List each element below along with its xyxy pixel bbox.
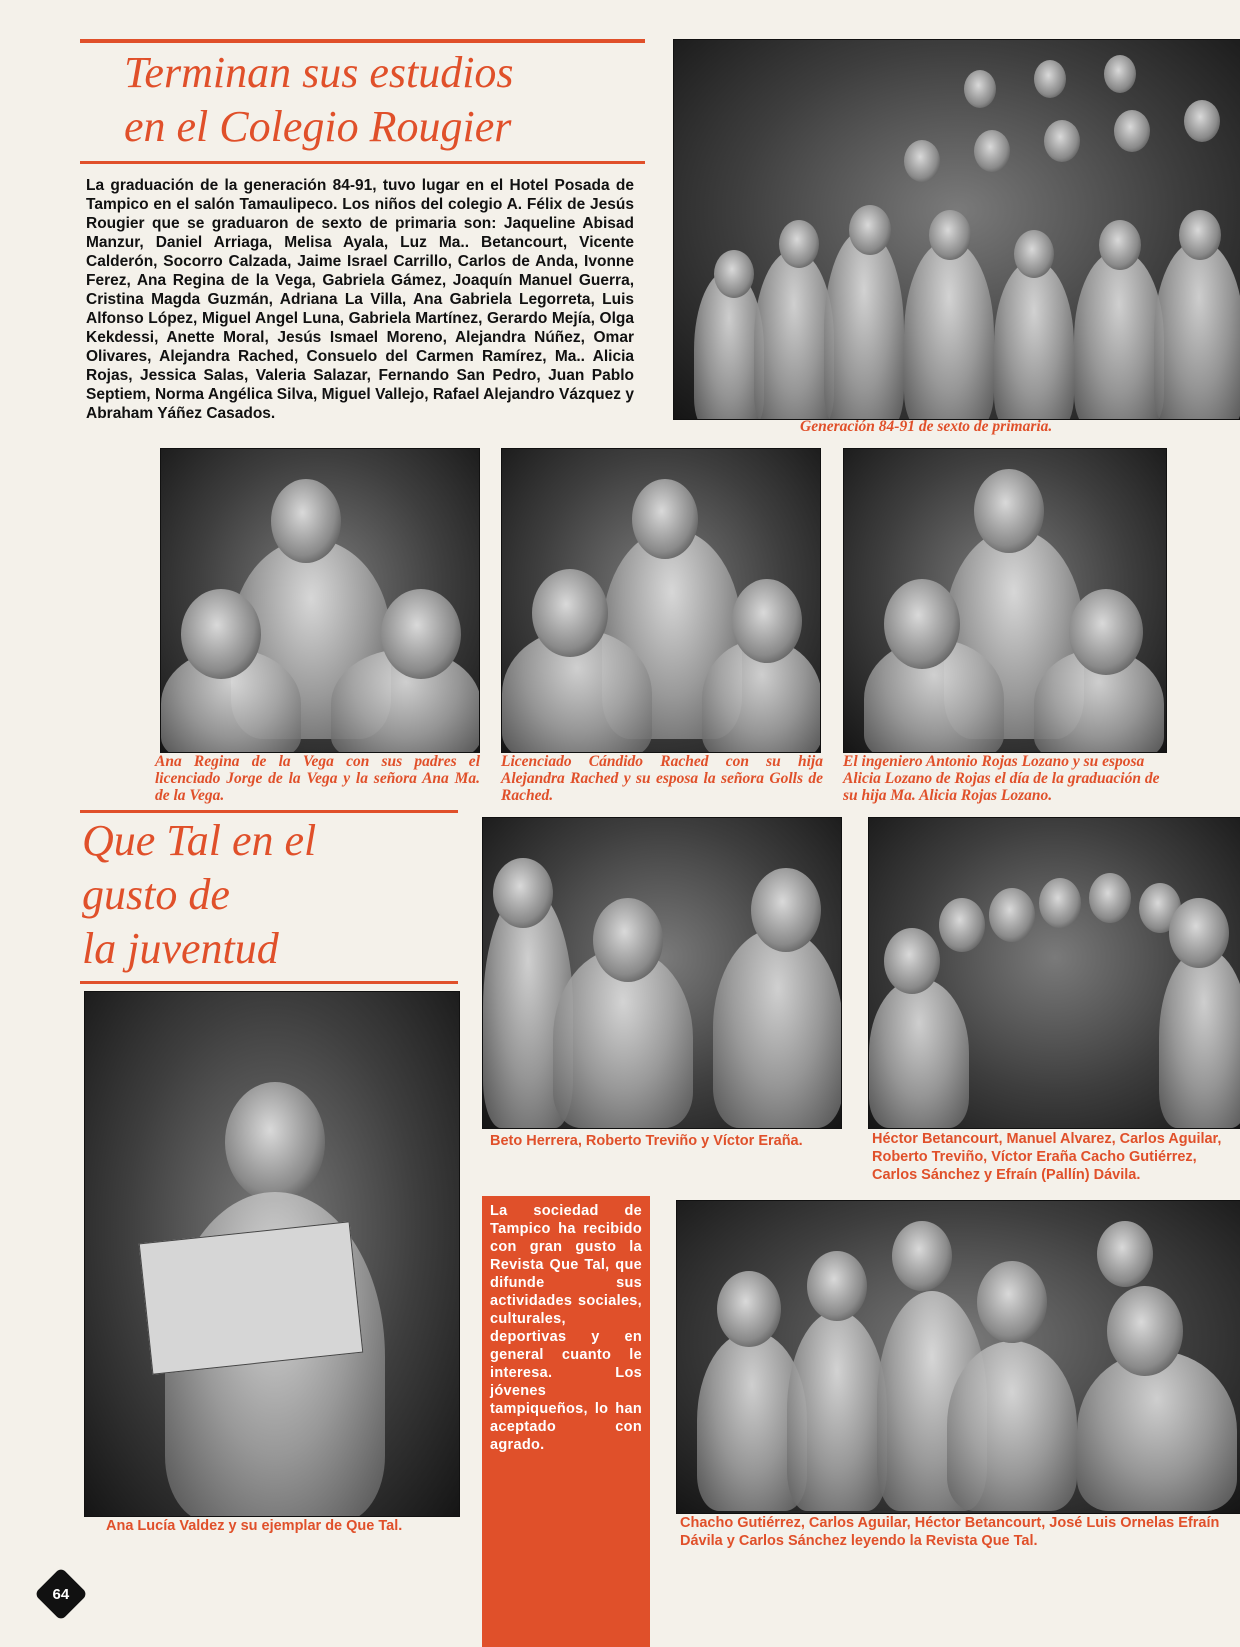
sidebar-text: La sociedad de Tampico ha recibido con gran gusto la Revista Que Tal, que difunde sus actividades sociales, culturales, deportivas y en general cuanto le interesa. Los jóvenes tampiqueños, lo han aceptado con agrado.: [490, 1203, 642, 1453]
page-number: 64: [52, 1585, 70, 1603]
caption-ana-lucia: Ana Lucía Valdez y su ejemplar de Que Tal.: [106, 1518, 403, 1534]
headline2-bottom-rule: [80, 981, 458, 984]
sidebar-box: [482, 1196, 650, 1647]
graduation-group-photo: [673, 39, 1240, 420]
caption-rached: Licenciado Cándido Rached con su hija Alejandra Rached y su esposa la señora Golls de Rached.: [501, 753, 823, 804]
article1-headline-line2: en el Colegio Rougier: [124, 102, 512, 151]
ana-lucia-photo: [84, 991, 460, 1517]
hector-betancourt-photo: [868, 817, 1240, 1129]
graduation-photo-caption: Generación 84-91 de sexto de primaria.: [800, 418, 1053, 435]
caption-rojas: El ingeniero Antonio Rojas Lozano y su esposa Alicia Lozano de Rojas el día de la graduación de su hija Ma. Alicia Rojas Lozano.: [843, 753, 1160, 804]
family-photo-vega: [160, 448, 480, 753]
beto-herrera-photo: [482, 817, 842, 1129]
article2-headline-line3: la juventud: [82, 924, 279, 973]
caption-hector: Héctor Betancourt, Manuel Alvarez, Carlos Aguilar, Roberto Treviño, Víctor Eraña Cacho Gutiérrez, Carlos Sánchez y Efraín (Pallín) Dávila.: [872, 1131, 1222, 1183]
family-photo-rojas: [843, 448, 1167, 753]
chacho-gutierrez-photo: [676, 1200, 1240, 1514]
article2-headline-line2: gusto de: [82, 870, 230, 919]
caption-beto: Beto Herrera, Roberto Treviño y Víctor Eraña.: [490, 1133, 803, 1149]
caption-chacho: Chacho Gutiérrez, Carlos Aguilar, Héctor Betancourt, José Luis Ornelas Efraín Dávila y Carlos Sánchez leyendo la Revista Que Tal.: [680, 1515, 1220, 1549]
article1-body: La graduación de la generación 84-91, tuvo lugar en el Hotel Posada de Tampico en el salón Tamaulipeco. Los niños del colegio A. Félix de Jesús Rougier que se graduaron de sexto de primaria son: Jaqueline Abisad Manzur, Daniel Arriaga, Melisa Ayala, Luz Ma.. Betancourt, Vicente Calderón, Socorro Calzada, Jaime Israel Carrillo, Carlos de Anda, Ivonne Ferez, Ana Regina de la Vega, Gabriela Gámez, Joaquín Manuel Guerra, Cristina Magda Guzmán, Adriana La Villa, Ana Gabriela Legorreta, Luis Alfonso López, Miguel Angel Luna, Gabriela Martínez, Gerardo Mejía, Olga Kekdessi, Anette Moral, Jesús Ismael Moreno, Alejandra Núñez, Omar Olivares, Alejandra Rached, Consuelo del Carmen Ramírez, Ma.. Alicia Rojas, Jessica Salas, Valeria Salazar, Fernando San Pedro, Juan Pablo Septiem, Norma Angélica Silva, Miguel Vallejo, Rafael Alejandro Vázquez y Abraham Yáñez Casados.: [86, 177, 634, 422]
article1-headline-line1: Terminan sus estudios: [124, 48, 514, 97]
headline-bottom-rule: [80, 161, 645, 164]
family-photo-rached: [501, 448, 821, 753]
headline2-top-rule: [80, 810, 458, 813]
headline-top-rule: [80, 39, 645, 43]
caption-vega: Ana Regina de la Vega con sus padres el licenciado Jorge de la Vega y la señora Ana Ma. de la Vega.: [155, 753, 480, 804]
page-number-badge: [34, 1567, 88, 1621]
article2-headline-line1: Que Tal en el: [82, 816, 317, 865]
